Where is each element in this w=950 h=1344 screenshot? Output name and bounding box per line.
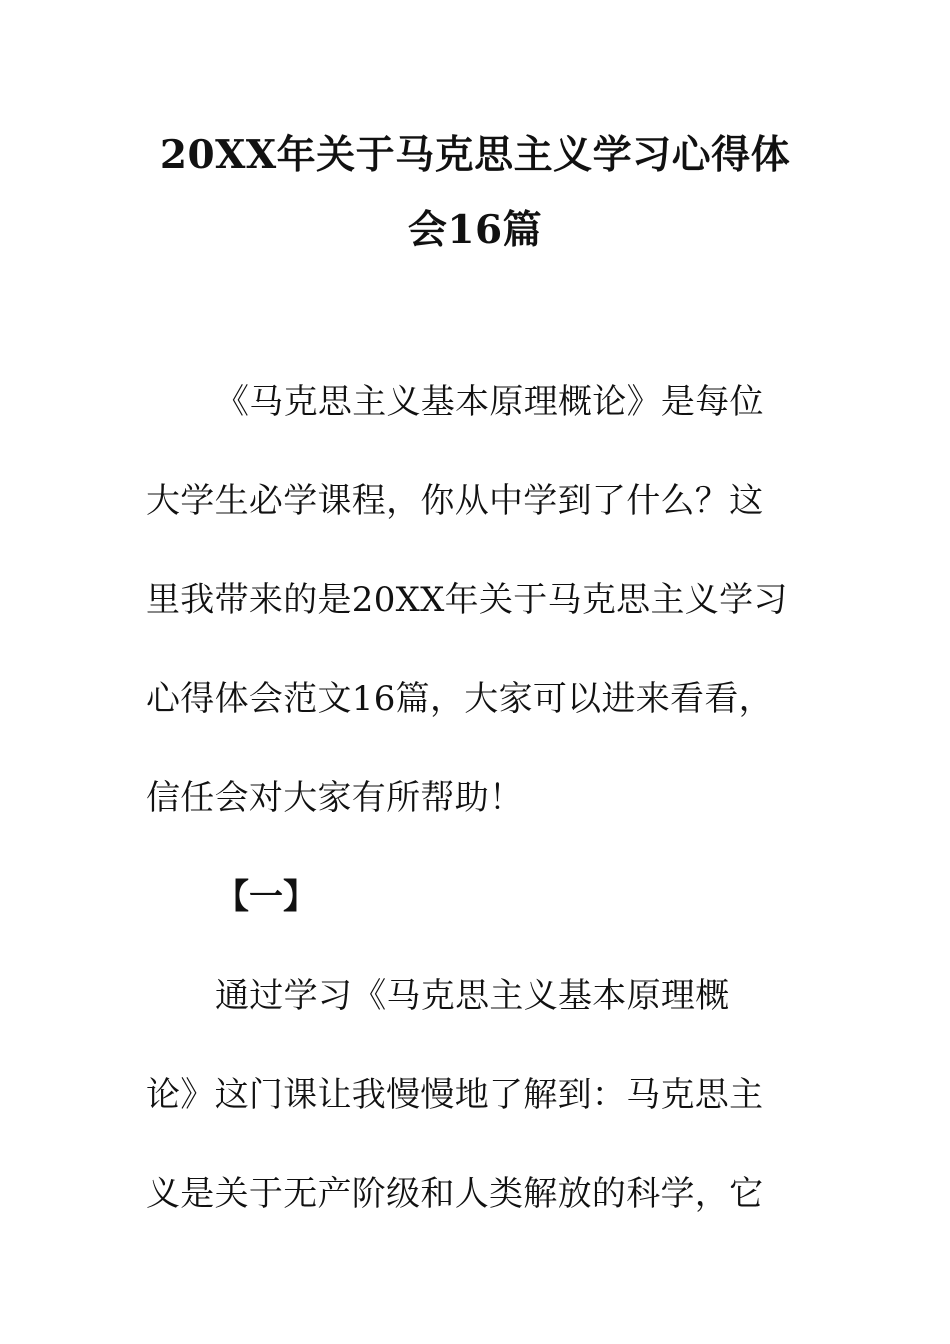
section-heading: 【一】	[215, 877, 317, 917]
intro-line-4: 心得体会范文16篇，大家可以进来看看，	[146, 679, 773, 719]
intro-line-2: 大学生必学课程，你从中学到了什么？这	[146, 481, 764, 521]
body-line-2: 论》这门课让我慢慢地了解到：马克思主	[146, 1075, 764, 1115]
document-title-line-2: 会16篇	[407, 207, 543, 253]
intro-line-1: 《马克思主义基本原理概论》是每位	[215, 382, 764, 422]
body-line-3: 义是关于无产阶级和人类解放的科学，它	[146, 1174, 764, 1214]
document-title-line-1: 20XX年关于马克思主义学习心得体	[159, 132, 791, 178]
body-line-1: 通过学习《马克思主义基本原理概	[215, 976, 730, 1016]
intro-line-3: 里我带来的是20XX年关于马克思主义学习	[146, 580, 788, 620]
intro-line-5: 信任会对大家有所帮助！	[146, 778, 524, 818]
